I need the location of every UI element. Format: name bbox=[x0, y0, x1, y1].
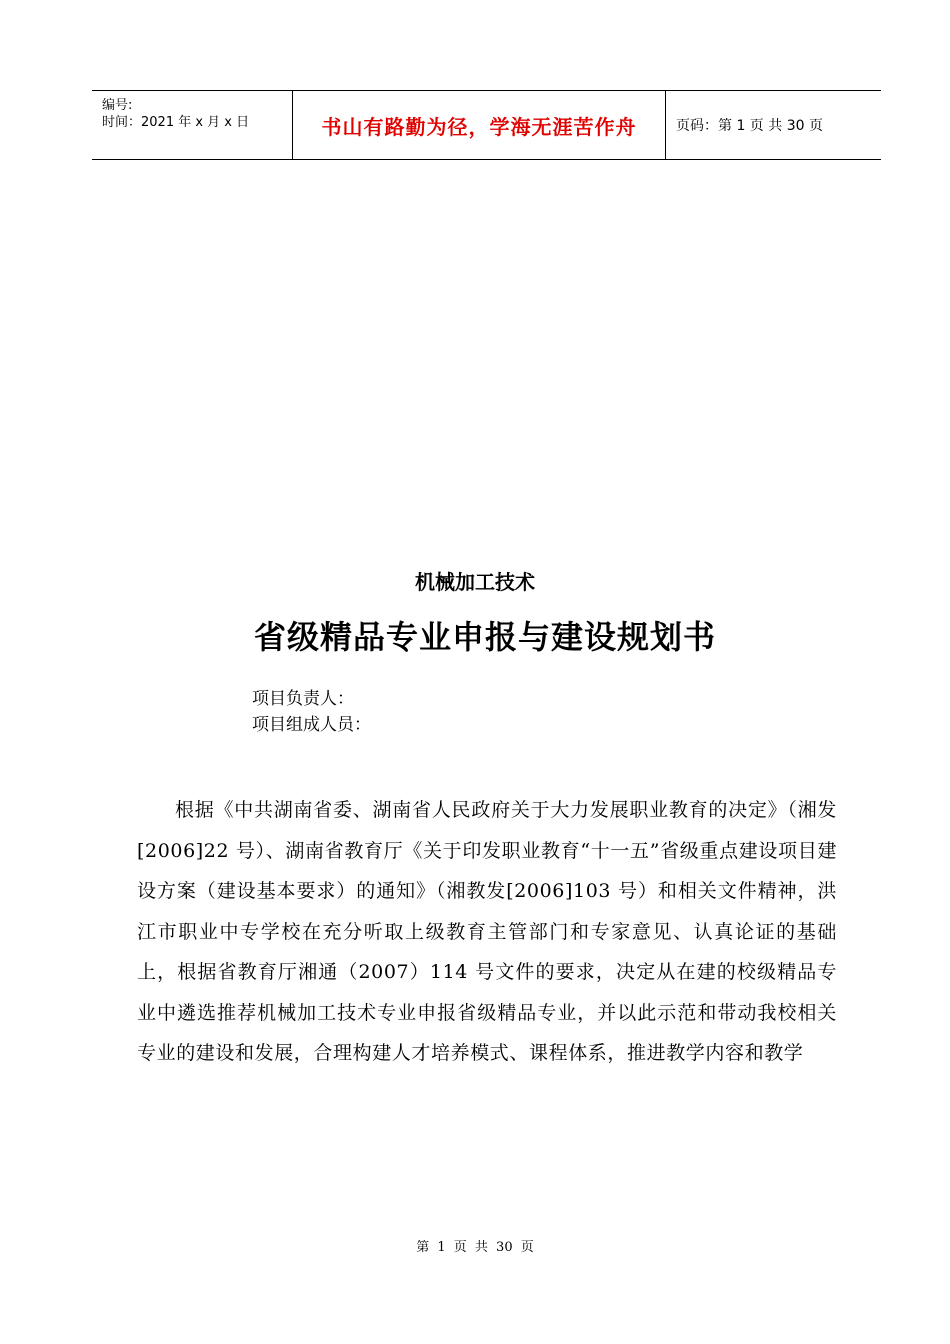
document-header bbox=[92, 90, 881, 160]
document-title: 省级精品专业申报与建设规划书 bbox=[253, 618, 716, 656]
project-members-label: 项目组成人员： bbox=[252, 715, 371, 735]
header-page-number: 页码：第 1 页 共 30 页 bbox=[676, 118, 823, 134]
project-leader-label: 项目负责人： bbox=[252, 689, 354, 709]
project-meta bbox=[252, 686, 371, 738]
header-motto-cell bbox=[293, 91, 666, 159]
body-paragraph: 根据《中共湖南省委、湖南省人民政府关于大力发展职业教育的决定》（湘发[2006]22 号）、湖南省教育厅《关于印发职业教育“十一五”省级重点建设项目建设方案（建设基本要求）的通知》（湘教发[2006]103 号）和相关文件精神，洪江市职业中专学校在充分听取上级教育主管部门和专家意见、认真论证的基础上，根据省教育厅湘通（2007）114 号文件的要求，决定从在建的校级精品专业中遴选推荐机械加工技术专业申报省级精品专业，并以此示范和带动我校相关专业的建设和发展，合理构建人才培养模式、课程体系，推进教学内容和教学 bbox=[137, 799, 837, 1064]
header-motto: 书山有路勤为径，学海无涯苦作舟 bbox=[321, 114, 637, 139]
header-info-cell bbox=[92, 91, 293, 159]
document-subtitle: 机械加工技术 bbox=[415, 570, 535, 594]
document-time-label: 时间：2021 年 x 月 x 日 bbox=[102, 115, 250, 130]
header-page-cell bbox=[666, 91, 881, 159]
document-number-label: 编号: bbox=[102, 98, 133, 113]
page-footer: 第 1 页 共 30 页 bbox=[416, 1240, 534, 1255]
